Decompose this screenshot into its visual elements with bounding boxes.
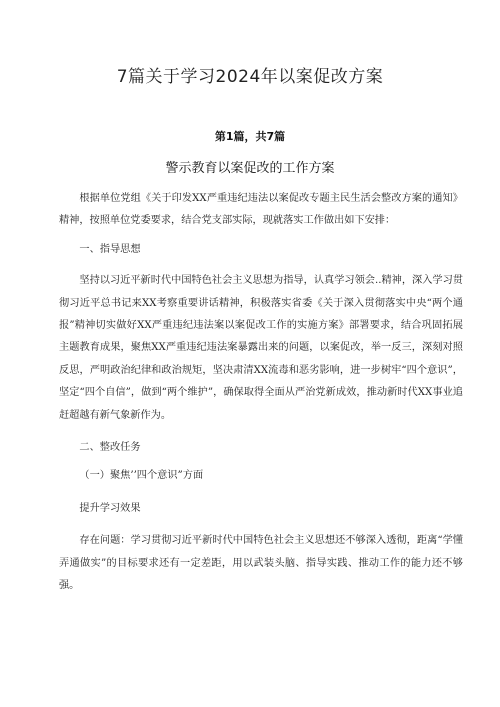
section-title: 警示教育以案促改的工作方案	[165, 161, 335, 176]
intro-paragraph: 根据单位党组《关于印发XX严重违纪违法以案促改专题主民生活会整改方案的通知》精神，按照单位党委要求，结合党支部实际，现就落实工作做出如下安排：	[59, 193, 463, 227]
document-title: 7篇关于学习2024年以案促改方案	[116, 67, 384, 87]
heading-rectification-tasks: 二、整改任务	[79, 442, 141, 454]
subheading-learning-effect: 提升学习效果	[79, 502, 141, 514]
subheading-four-consciousness: （一）聚焦’’四个意识”方面	[79, 470, 204, 482]
problem-paragraph: 存在问题：学习贯彻习近平新时代中国特色社会主义思想还不够深入透彻，距离“学懂弄通做实”的目标要求还有一定差距，用以武装头脑、指导实践、推动工作的能力还不够强。	[59, 535, 463, 592]
guiding-ideology-paragraph: 坚持以习近平新时代中国特色社会主义思想为指导，认真学习领会..精神，深入学习贯彻习近平总书记来XX考察重要讲话精神，积极落实省委《关于深入贯彻落实中央“两个通报”精神切实做好XX严重违纪违法案以案促改工作的实施方案》部署要求，结合巩固拓展主题教育成果，聚焦XX严重违纪违法案暴露出来的问题，以案促改，举一反三，深刻对照反思，严明政治纪律和政治规矩，坚决肃清XX流毒和恶劣影响，进一步树牢“四个意识”，坚定“四个自信”，做到“两个维护”，确保取得全面从严治党新成效，推动新时代XX事业追赶超越有新气象新作为。	[59, 275, 463, 421]
document-body	[59, 188, 463, 598]
part-label: 第1篇，共7篇	[214, 130, 286, 143]
heading-guiding-ideology: 一、指导思想	[79, 243, 141, 255]
